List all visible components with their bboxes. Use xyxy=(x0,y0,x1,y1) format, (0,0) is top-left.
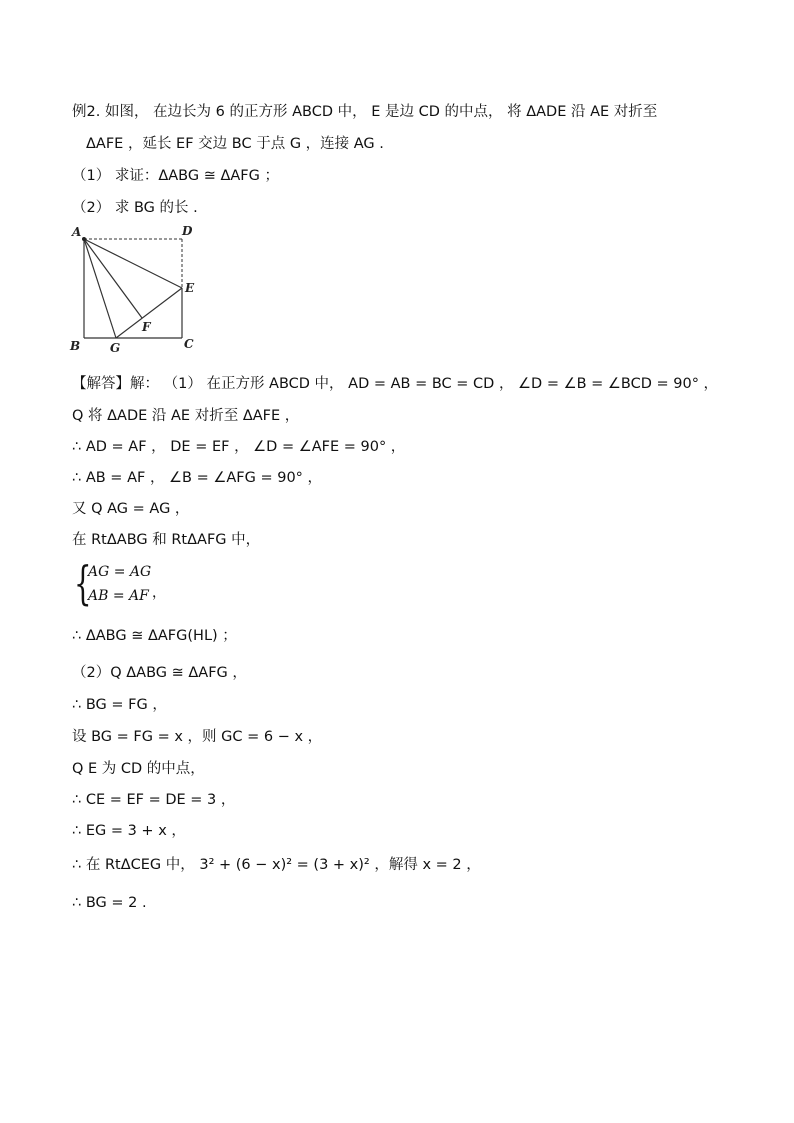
problem-line-1: 例2. 如图， 在边长为 6 的正方形 ABCD 中， E 是边 CD 的中点， 将 ΔADE 沿 AE 对折至 xyxy=(72,104,658,120)
solution-line-13: ∴ EG = 3 + x ， xyxy=(72,823,186,839)
solution-line-10: 设 BG = FG = x ，则 GC = 6 − x ， xyxy=(72,729,323,745)
solution-line-12: ∴ CE = EF = DE = 3 ， xyxy=(72,792,236,808)
solution-line-3: ∴ AD = AF ， DE = EF ， ∠D = ∠AFE = 90° ， xyxy=(72,439,406,455)
solution-line-14: ∴ 在 RtΔCEG 中， 3² + (6 − x)² = (3 + x)² ，解得 x = 2 ， xyxy=(72,857,481,873)
solution-line-8: （2）Q ΔABG ≅ ΔAFG ， xyxy=(72,665,247,681)
segment-af xyxy=(84,239,142,318)
label-f: F xyxy=(142,320,151,334)
label-c: C xyxy=(184,337,194,351)
equation-system xyxy=(72,558,232,608)
label-d: D xyxy=(182,224,193,238)
system-tail: ， xyxy=(152,585,166,601)
solution-line-11: Q E 为 CD 的中点， xyxy=(72,761,205,777)
segment-ag xyxy=(84,239,116,338)
solution-line-4: ∴ AB = AF ， ∠B = ∠AFG = 90° ， xyxy=(72,470,323,486)
problem-part-2: （2） 求 BG 的长 . xyxy=(72,200,198,216)
system-row-2: AB = AF xyxy=(88,588,149,604)
system-row-1: AG = AG xyxy=(88,564,152,580)
solution-line-6: 在 RtΔABG 和 RtΔAFG 中， xyxy=(72,532,261,548)
solution-line-2: Q 将 ΔADE 沿 AE 对折至 ΔAFE ， xyxy=(72,408,300,424)
label-g: G xyxy=(110,341,121,355)
left-brace-icon: { xyxy=(74,556,92,610)
solution-line-5: 又 Q AG = AG ， xyxy=(72,501,190,517)
point-a xyxy=(82,237,86,241)
label-b: B xyxy=(70,339,81,353)
solution-line-15: ∴ BG = 2 . xyxy=(72,895,147,911)
label-e: E xyxy=(185,281,195,295)
solution-line-7: ∴ ΔABG ≅ ΔAFG(HL) ； xyxy=(72,628,237,644)
label-a: A xyxy=(72,225,82,239)
segment-ae xyxy=(84,239,182,288)
problem-part-1: （1） 求证：ΔABG ≅ ΔAFG ； xyxy=(72,168,279,184)
problem-line-2: ΔAFE ，延长 EF 交边 BC 于点 G ，连接 AG . xyxy=(86,136,384,152)
solution-line-9: ∴ BG = FG ， xyxy=(72,697,167,713)
geometry-figure xyxy=(66,224,206,356)
solution-line-1: 【解答】解： （1） 在正方形 ABCD 中， AD = AB = BC = CD ， ∠D = ∠B = ∠BCD = 90° ， xyxy=(72,376,719,392)
